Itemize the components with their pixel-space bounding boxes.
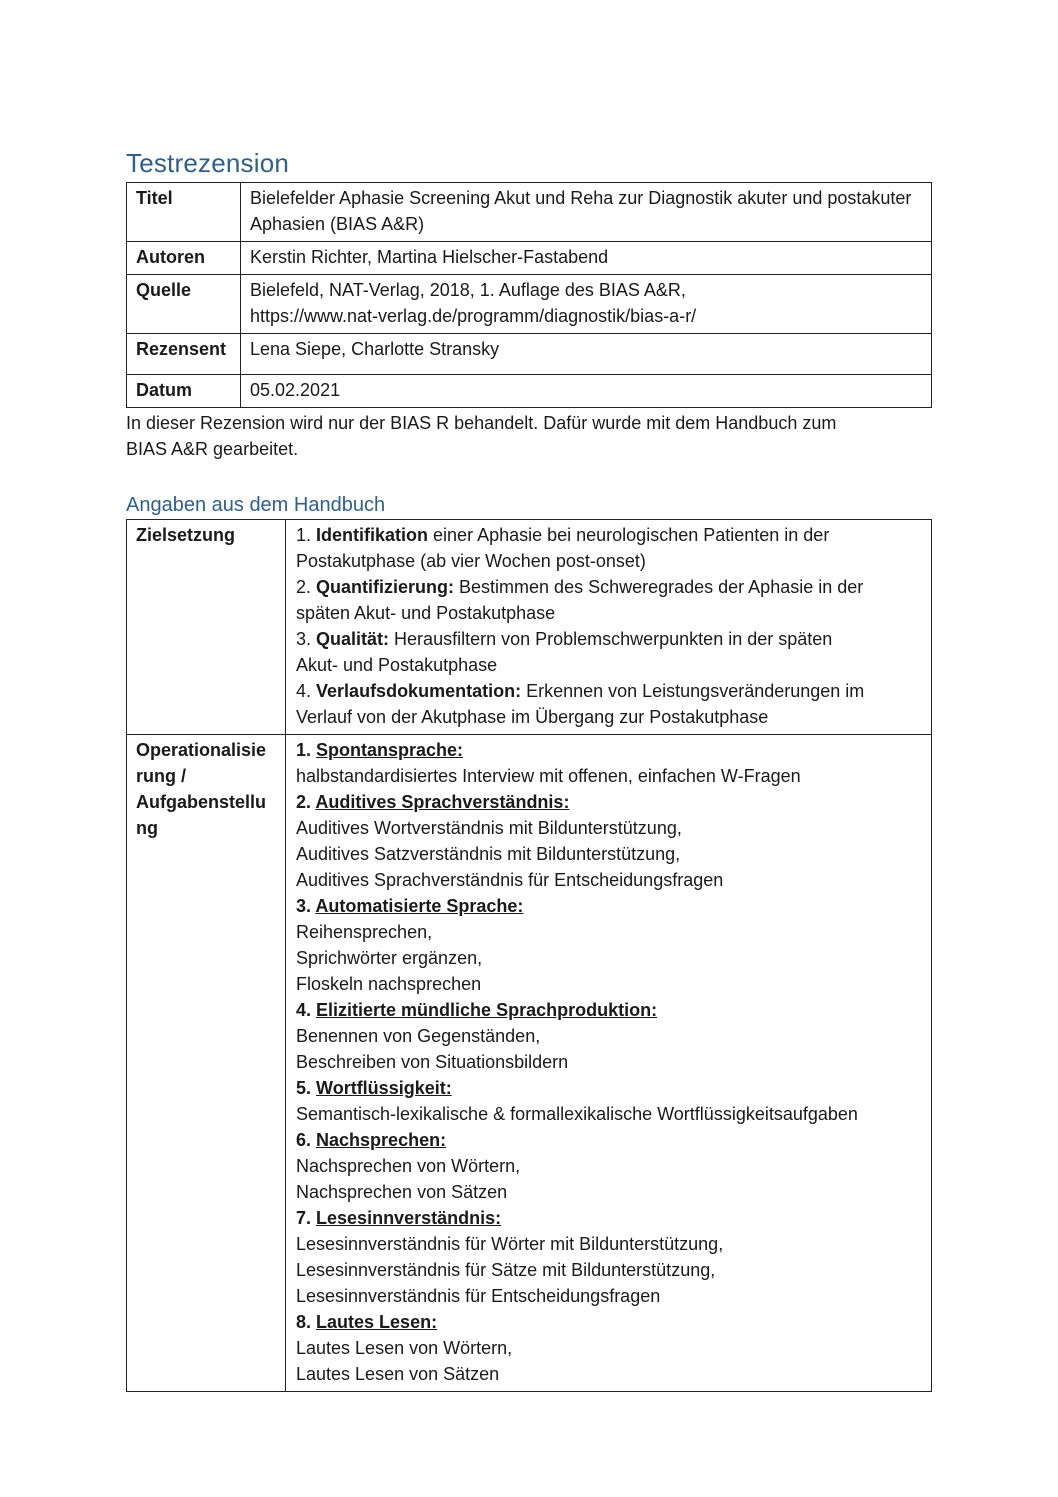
operationalisierung-label bbox=[127, 735, 286, 1392]
table-row bbox=[127, 242, 932, 275]
section-line: Auditives Wortverständnis mit Bildunterstützung, bbox=[296, 818, 682, 838]
section-line: Lesesinnverständnis für Wörter mit Bildunterstützung, bbox=[296, 1234, 724, 1254]
list-item bbox=[296, 574, 923, 600]
item-number: 2. bbox=[296, 577, 312, 597]
item-number: 4. bbox=[296, 681, 312, 701]
section-title-text: Auditives Sprachverständnis: bbox=[315, 792, 570, 812]
meta-label-quelle: Quelle bbox=[127, 275, 241, 334]
section-title-text: Lesesinnverständnis: bbox=[316, 1208, 502, 1228]
quelle-line: Bielefeld, NAT-Verlag, 2018, 1. Auflage des BIAS A&R, bbox=[250, 280, 686, 300]
label-line: Operationalisie bbox=[136, 740, 267, 760]
handbook-table bbox=[126, 519, 932, 1392]
item-text: Bestimmen des Schweregrades der Aphasie in der bbox=[454, 577, 864, 597]
section-number: 8. bbox=[296, 1312, 312, 1332]
meta-table bbox=[126, 182, 932, 408]
section-line: Sprichwörter ergänzen, bbox=[296, 948, 483, 968]
section-title-text: Automatisierte Sprache: bbox=[315, 896, 524, 916]
section-title bbox=[296, 997, 923, 1023]
item-text: Akut- und Postakutphase bbox=[296, 655, 498, 675]
section-number: 3. bbox=[296, 896, 312, 916]
section-title-text: Lautes Lesen: bbox=[316, 1312, 438, 1332]
table-row bbox=[127, 735, 932, 1392]
section-number: 7. bbox=[296, 1208, 312, 1228]
section-title-text: Nachsprechen: bbox=[316, 1130, 447, 1150]
item-term: Quantifizierung: bbox=[316, 577, 455, 597]
list-item bbox=[296, 678, 923, 704]
quelle-url: https://www.nat-verlag.de/programm/diagnostik/bias-a-r/ bbox=[250, 306, 697, 326]
zielsetzung-value bbox=[286, 520, 932, 735]
section-number: 5. bbox=[296, 1078, 312, 1098]
table-row bbox=[127, 275, 932, 334]
section-title bbox=[296, 789, 923, 815]
intro-paragraph bbox=[126, 410, 926, 462]
meta-label-autoren: Autoren bbox=[127, 242, 241, 275]
item-text: einer Aphasie bei neurologischen Patienten in der bbox=[428, 525, 830, 545]
item-term: Qualität: bbox=[316, 629, 390, 649]
meta-value-datum: 05.02.2021 bbox=[241, 375, 932, 408]
section-line: Benennen von Gegenständen, bbox=[296, 1026, 541, 1046]
section-line: Floskeln nachsprechen bbox=[296, 974, 482, 994]
meta-label-datum: Datum bbox=[127, 375, 241, 408]
section-line: Auditives Sprachverständnis für Entscheidungsfragen bbox=[296, 870, 724, 890]
item-term: Verlaufsdokumentation: bbox=[316, 681, 522, 701]
section-line: Nachsprechen von Sätzen bbox=[296, 1182, 508, 1202]
section-line: Lautes Lesen von Sätzen bbox=[296, 1364, 500, 1384]
section-title-text: Spontansprache: bbox=[316, 740, 464, 760]
page-title: Testrezension bbox=[126, 148, 290, 178]
list-item bbox=[296, 522, 923, 548]
section-line: Nachsprechen von Wörtern, bbox=[296, 1156, 521, 1176]
operationalisierung-value bbox=[286, 735, 932, 1392]
item-text: Postakutphase (ab vier Wochen post-onset) bbox=[296, 551, 646, 571]
section-number: 2. bbox=[296, 792, 312, 812]
meta-value-titel: Bielefelder Aphasie Screening Akut und Reha zur Diagnostik akuter und postakuter Aphasien (BIAS A&R) bbox=[241, 183, 932, 242]
item-text: Verlauf von der Akutphase im Übergang zur Postakutphase bbox=[296, 707, 769, 727]
table-row bbox=[127, 375, 932, 408]
meta-label-titel: Titel bbox=[127, 183, 241, 242]
section-title bbox=[296, 1309, 923, 1335]
section-line: Lautes Lesen von Wörtern, bbox=[296, 1338, 513, 1358]
section-title-text: Elizitierte mündliche Sprachproduktion: bbox=[316, 1000, 658, 1020]
item-text: späten Akut- und Postakutphase bbox=[296, 603, 556, 623]
section-title bbox=[296, 1075, 923, 1101]
section-number: 4. bbox=[296, 1000, 312, 1020]
section-line: Semantisch-lexikalische & formallexikalische Wortflüssigkeitsaufgaben bbox=[296, 1104, 858, 1124]
section-line: Reihensprechen, bbox=[296, 922, 433, 942]
section-number: 6. bbox=[296, 1130, 312, 1150]
table-row bbox=[127, 183, 932, 242]
meta-value-autoren: Kerstin Richter, Martina Hielscher-Fastabend bbox=[241, 242, 932, 275]
table-row bbox=[127, 334, 932, 375]
section-line: Beschreiben von Situationsbildern bbox=[296, 1052, 569, 1072]
item-text: Herausfiltern von Problemschwerpunkten in der späten bbox=[389, 629, 833, 649]
table-row bbox=[127, 520, 932, 735]
section-title bbox=[296, 1205, 923, 1231]
section-title bbox=[296, 893, 923, 919]
label-line: rung / bbox=[136, 766, 186, 786]
section-line: Auditives Satzverständnis mit Bildunterstützung, bbox=[296, 844, 681, 864]
section-line: Lesesinnverständnis für Sätze mit Bildunterstützung, bbox=[296, 1260, 716, 1280]
item-text: Erkennen von Leistungsveränderungen im bbox=[521, 681, 865, 701]
meta-value-rezensent: Lena Siepe, Charlotte Stransky bbox=[241, 334, 932, 375]
label-line: ng bbox=[136, 818, 158, 838]
section-title bbox=[296, 1127, 923, 1153]
item-term: Identifikation bbox=[316, 525, 429, 545]
intro-line: BIAS A&R gearbeitet. bbox=[126, 439, 299, 459]
intro-line: In dieser Rezension wird nur der BIAS R behandelt. Dafür wurde mit dem Handbuch zum bbox=[126, 413, 837, 433]
item-number: 1. bbox=[296, 525, 312, 545]
section-heading: Angaben aus dem Handbuch bbox=[126, 494, 386, 516]
section-line: halbstandardisiertes Interview mit offenen, einfachen W-Fragen bbox=[296, 766, 801, 786]
list-item bbox=[296, 626, 923, 652]
section-line: Lesesinnverständnis für Entscheidungsfragen bbox=[296, 1286, 661, 1306]
label-line: Aufgabenstellu bbox=[136, 792, 267, 812]
section-title bbox=[296, 737, 923, 763]
section-title-text: Wortflüssigkeit: bbox=[316, 1078, 452, 1098]
meta-label-rezensent: Rezensent bbox=[127, 334, 241, 375]
item-number: 3. bbox=[296, 629, 312, 649]
section-number: 1. bbox=[296, 740, 312, 760]
meta-value-quelle bbox=[241, 275, 932, 334]
zielsetzung-label: Zielsetzung bbox=[127, 520, 286, 735]
